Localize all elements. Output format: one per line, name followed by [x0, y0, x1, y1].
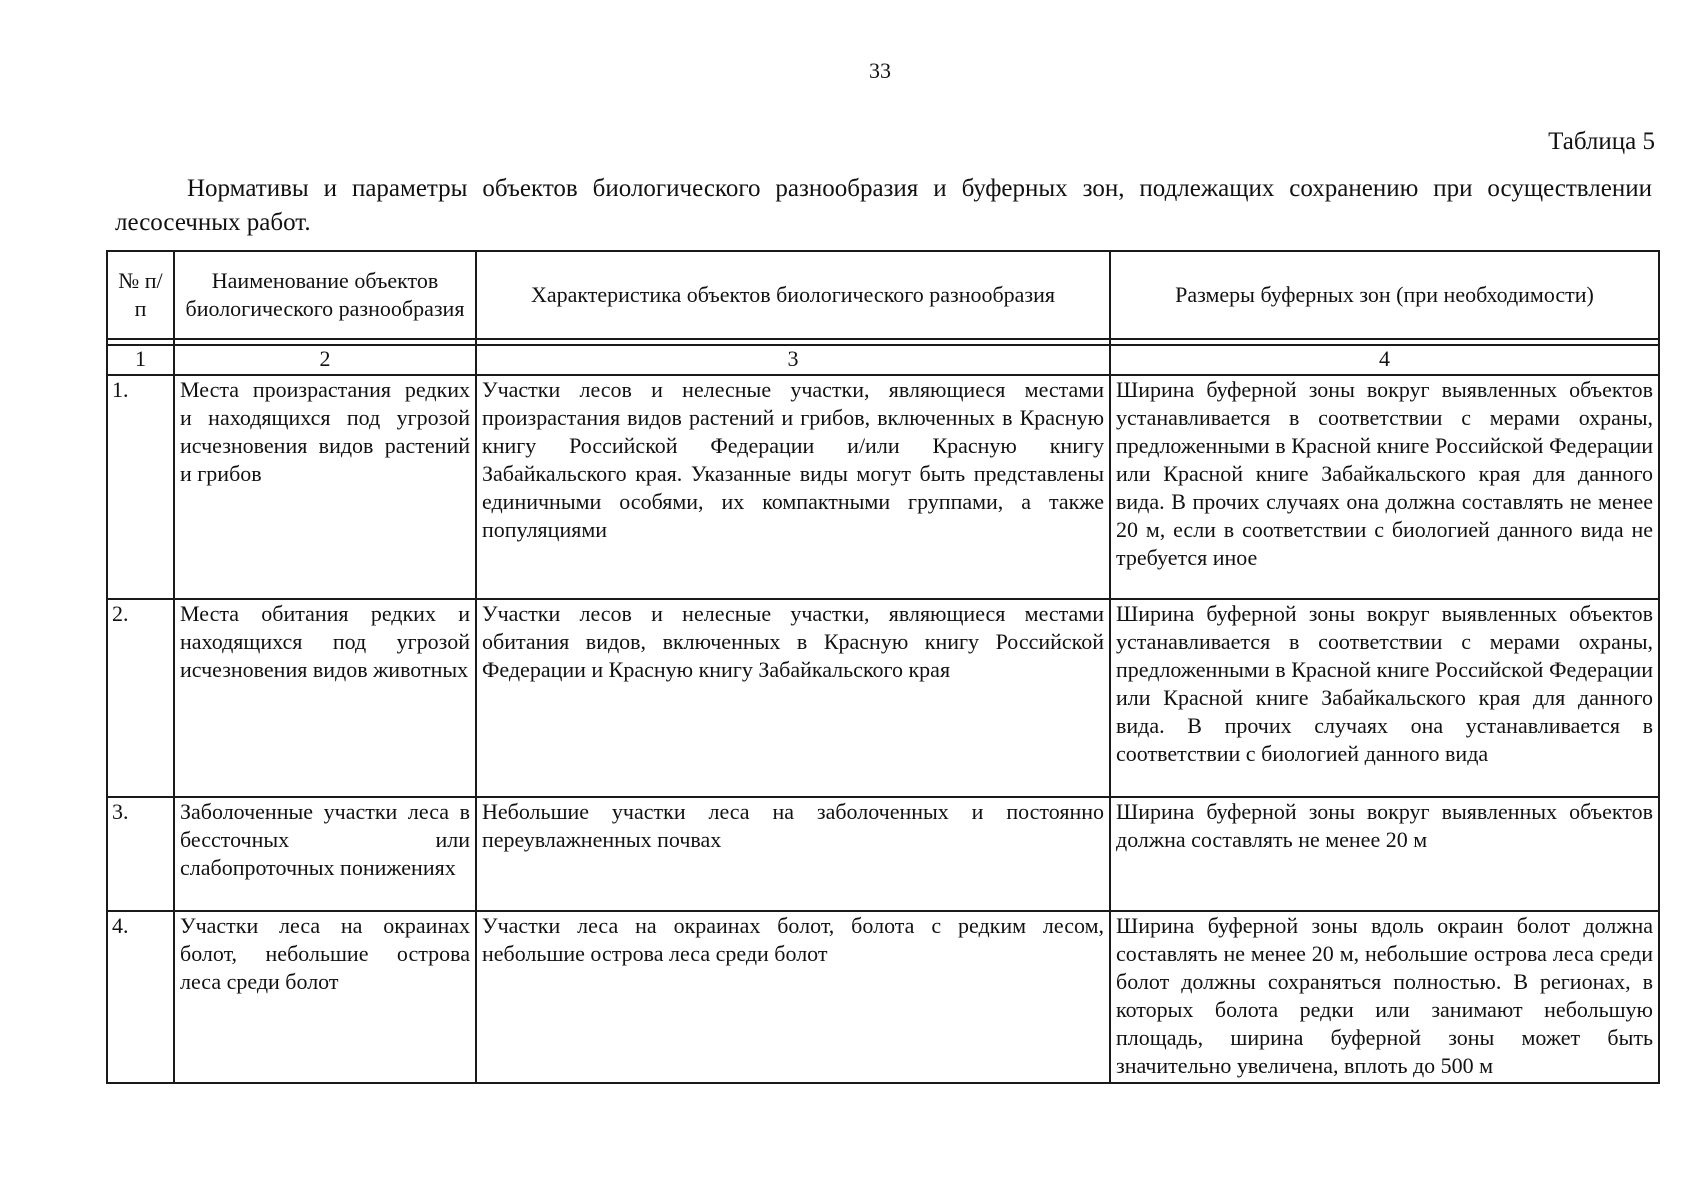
row-number: 4.	[107, 911, 174, 1083]
buffer-zone: Ширина буферной зоны вокруг выявленных объектов устанавливается в соответствии с мерами охраны, предложенными в Красной книге Российской Федерации или Красной книге Забайкальского края для данного вида. В прочих случаях она устанавливается в соответствии с биологией данного вида	[1110, 599, 1659, 797]
column-number: 4	[1110, 345, 1659, 375]
header-buffer-size: Размеры буферных зон (при необходимости)	[1110, 251, 1659, 339]
header-object-description: Характеристика объектов биологического разнообразия	[476, 251, 1110, 339]
table-row	[107, 375, 1659, 599]
page-number: 33	[869, 58, 891, 83]
column-number: 1	[107, 345, 174, 375]
table-row	[107, 911, 1659, 1083]
table-header-row	[107, 251, 1659, 339]
buffer-zone: Ширина буферной зоны вокруг выявленных объектов устанавливается в соответствии с мерами охраны, предложенными в Красной книге Российской Федерации или Красной книге Забайкальского края для данного вида. В прочих случаях она должна составлять не менее 20 м, если в соответствии с биологией данного вида не требуется иное	[1110, 375, 1659, 599]
table-label: Таблица 5	[1548, 128, 1655, 155]
header-number: № п/п	[107, 251, 174, 339]
header-object-name: Наименование объектов биологического разнообразия	[174, 251, 476, 339]
biodiversity-table	[106, 250, 1660, 1084]
row-number: 3.	[107, 797, 174, 911]
column-number: 2	[174, 345, 476, 375]
object-description: Участки леса на окраинах болот, болота с редким лесом, небольшие острова леса среди болот	[476, 911, 1110, 1083]
object-name: Заболоченные участки леса в бессточных или слабопроточных понижениях	[174, 797, 476, 911]
table-row	[107, 599, 1659, 797]
row-number: 2.	[107, 599, 174, 797]
object-description: Небольшие участки леса на заболоченных и постоянно переувлажненных почвах	[476, 797, 1110, 911]
object-name: Места обитания редких и находящихся под угрозой исчезновения видов животных	[174, 599, 476, 797]
table-heading: Нормативы и параметры объектов биологического разнообразия и буферных зон, подлежащих сохранению при осуществлении лесосечных работ.	[115, 175, 1652, 236]
object-name: Участки леса на окраинах болот, небольшие острова леса среди болот	[174, 911, 476, 1083]
object-description: Участки лесов и нелесные участки, являющиеся местами произрастания видов растений и грибов, включенных в Красную книгу Российской Федерации и/или Красную книгу Забайкальского края. Указанные виды могут быть представлены единичными особями, их компактными группами, а также популяциями	[476, 375, 1110, 599]
object-name: Места произрастания редких и находящихся под угрозой исчезновения видов растений и грибов	[174, 375, 476, 599]
column-number: 3	[476, 345, 1110, 375]
object-description: Участки лесов и нелесные участки, являющиеся местами обитания видов, включенных в Красную книгу Российской Федерации и Красную книгу Забайкальского края	[476, 599, 1110, 797]
table-row	[107, 797, 1659, 911]
buffer-zone: Ширина буферной зоны вдоль окраин болот должна составлять не менее 20 м, небольшие острова леса среди болот должны сохраняться полностью. В регионах, в которых болота редки или занимают небольшую площадь, ширина буферной зоны может быть значительно увеличена, вплоть до 500 м	[1110, 911, 1659, 1083]
row-number: 1.	[107, 375, 174, 599]
buffer-zone: Ширина буферной зоны вокруг выявленных объектов должна составлять не менее 20 м	[1110, 797, 1659, 911]
column-number-row	[107, 345, 1659, 375]
